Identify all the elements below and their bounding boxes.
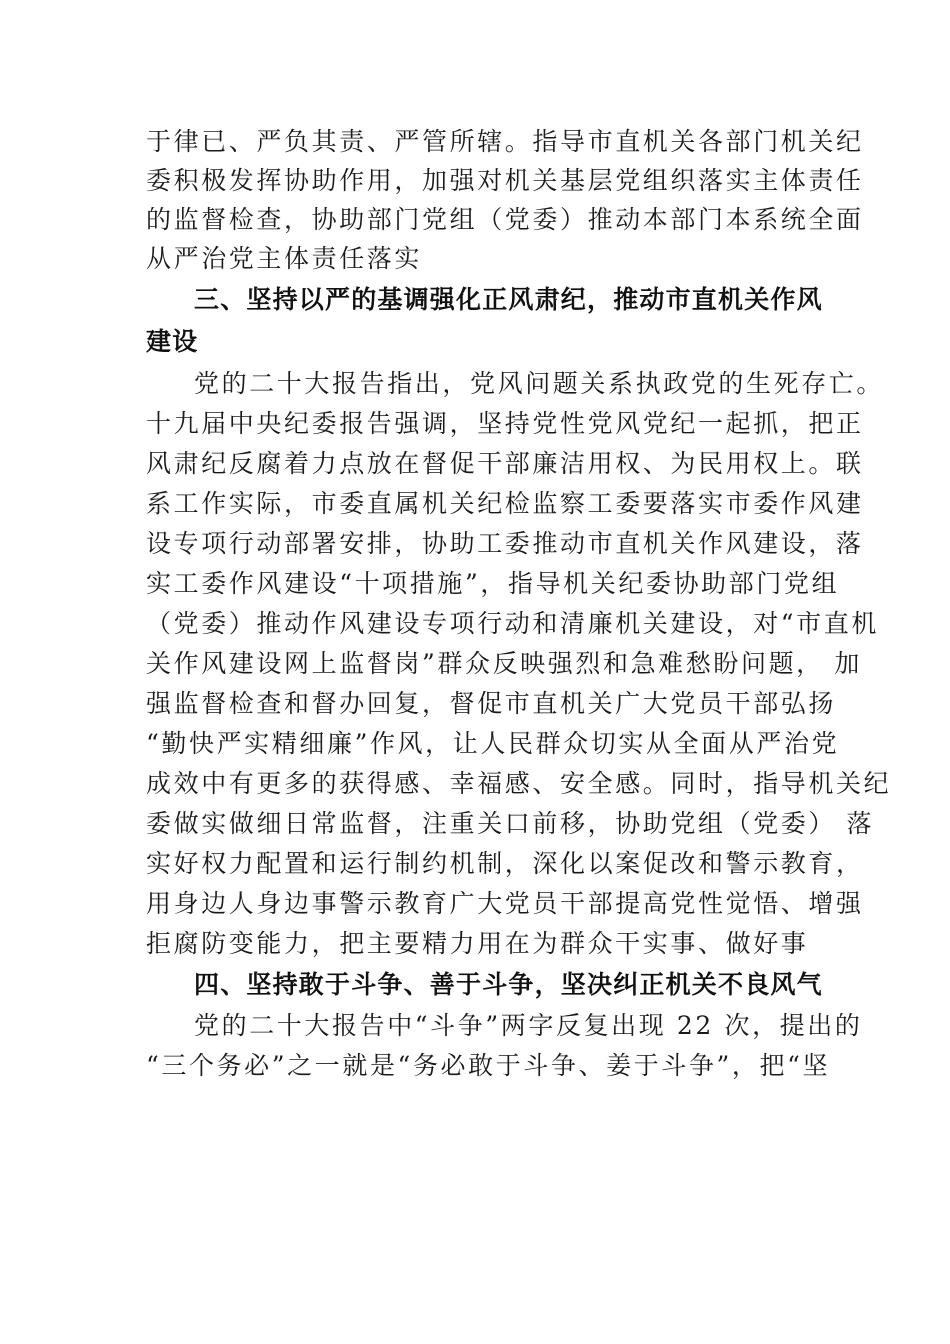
body-text-line: 设专项行动部署安排，协助工委推动市直机关作风建设，落 xyxy=(146,529,864,558)
body-text-line: 于律已、严负其责、严管所辖。指导市直机关各部门机关纪 xyxy=(146,127,864,156)
body-text-line: “勤快严实精细廉”作风，让人民群众切实从全面从严治党 xyxy=(146,729,840,758)
body-text-line: 的监督检查，协助部门党组（党委）推动本部门本系统全面 xyxy=(146,205,864,234)
body-text-line: 拒腐防变能力，把主要精力用在为群众干实事、做好事 xyxy=(146,929,809,958)
body-text-line: 用身边人身边事警示教育广大党员干部提高党性觉悟、增强 xyxy=(146,889,864,918)
body-text-line: 系工作实际，市委直属机关纪检监察工委要落实市委作风建 xyxy=(146,489,864,518)
body-text-line: 从严治党主体责任落实 xyxy=(146,244,423,273)
body-text-line: 委积极发挥协助作用，加强对机关基层党组织落实主体责任 xyxy=(146,166,864,195)
body-text-line: 风肃纪反腐着力点放在督促干部廉洁用权、为民用权上。联 xyxy=(146,449,864,478)
body-text-line: 成效中有更多的获得感、幸福感、安全感。同时，指导机关纪 xyxy=(146,769,892,798)
body-text-line: 关作风建设网上监督岗”群众反映强烈和急难愁盼问题， 加 xyxy=(146,649,862,678)
body-text-line: “三个务必”之一就是“务必敢于斗争、姜于斗争”，把“坚 xyxy=(146,1051,831,1080)
paragraph-first-line: 党的二十大报告中“斗争”两字反复出现 22 次，提出的 xyxy=(194,1011,863,1040)
section-heading-3: 三、坚持以严的基调强化正风肃纪，推动市直机关作风 xyxy=(194,285,823,314)
body-text-line: 强监督检查和督办回复，督促市直机关广大党员干部弘扬 xyxy=(146,689,837,718)
paragraph-first-line: 党的二十大报告指出，党风问题关系执政党的生死存亡。 xyxy=(194,369,885,398)
body-text-line: 实好权力配置和运行制约机制，深化以案促改和警示教育， xyxy=(146,849,864,878)
body-text-line: 十九届中央纪委报告强调，坚持党性党风党纪一起抓，把正 xyxy=(146,409,864,438)
body-text-line: 委做实做细日常监督，注重关口前移，协助党组（党委） 落 xyxy=(146,809,875,838)
section-heading-3-continued: 建设 xyxy=(146,327,199,356)
body-text-line: （党委）推动作风建设专项行动和清廉机关建设，对“市直机 xyxy=(146,609,879,638)
section-heading-4: 四、坚持敢于斗争、善于斗争，坚决纠正机关不良风气 xyxy=(194,970,823,999)
body-text-line: 实工委作风建设“十项措施”，指导机关纪委协助部门党组 xyxy=(146,569,840,598)
